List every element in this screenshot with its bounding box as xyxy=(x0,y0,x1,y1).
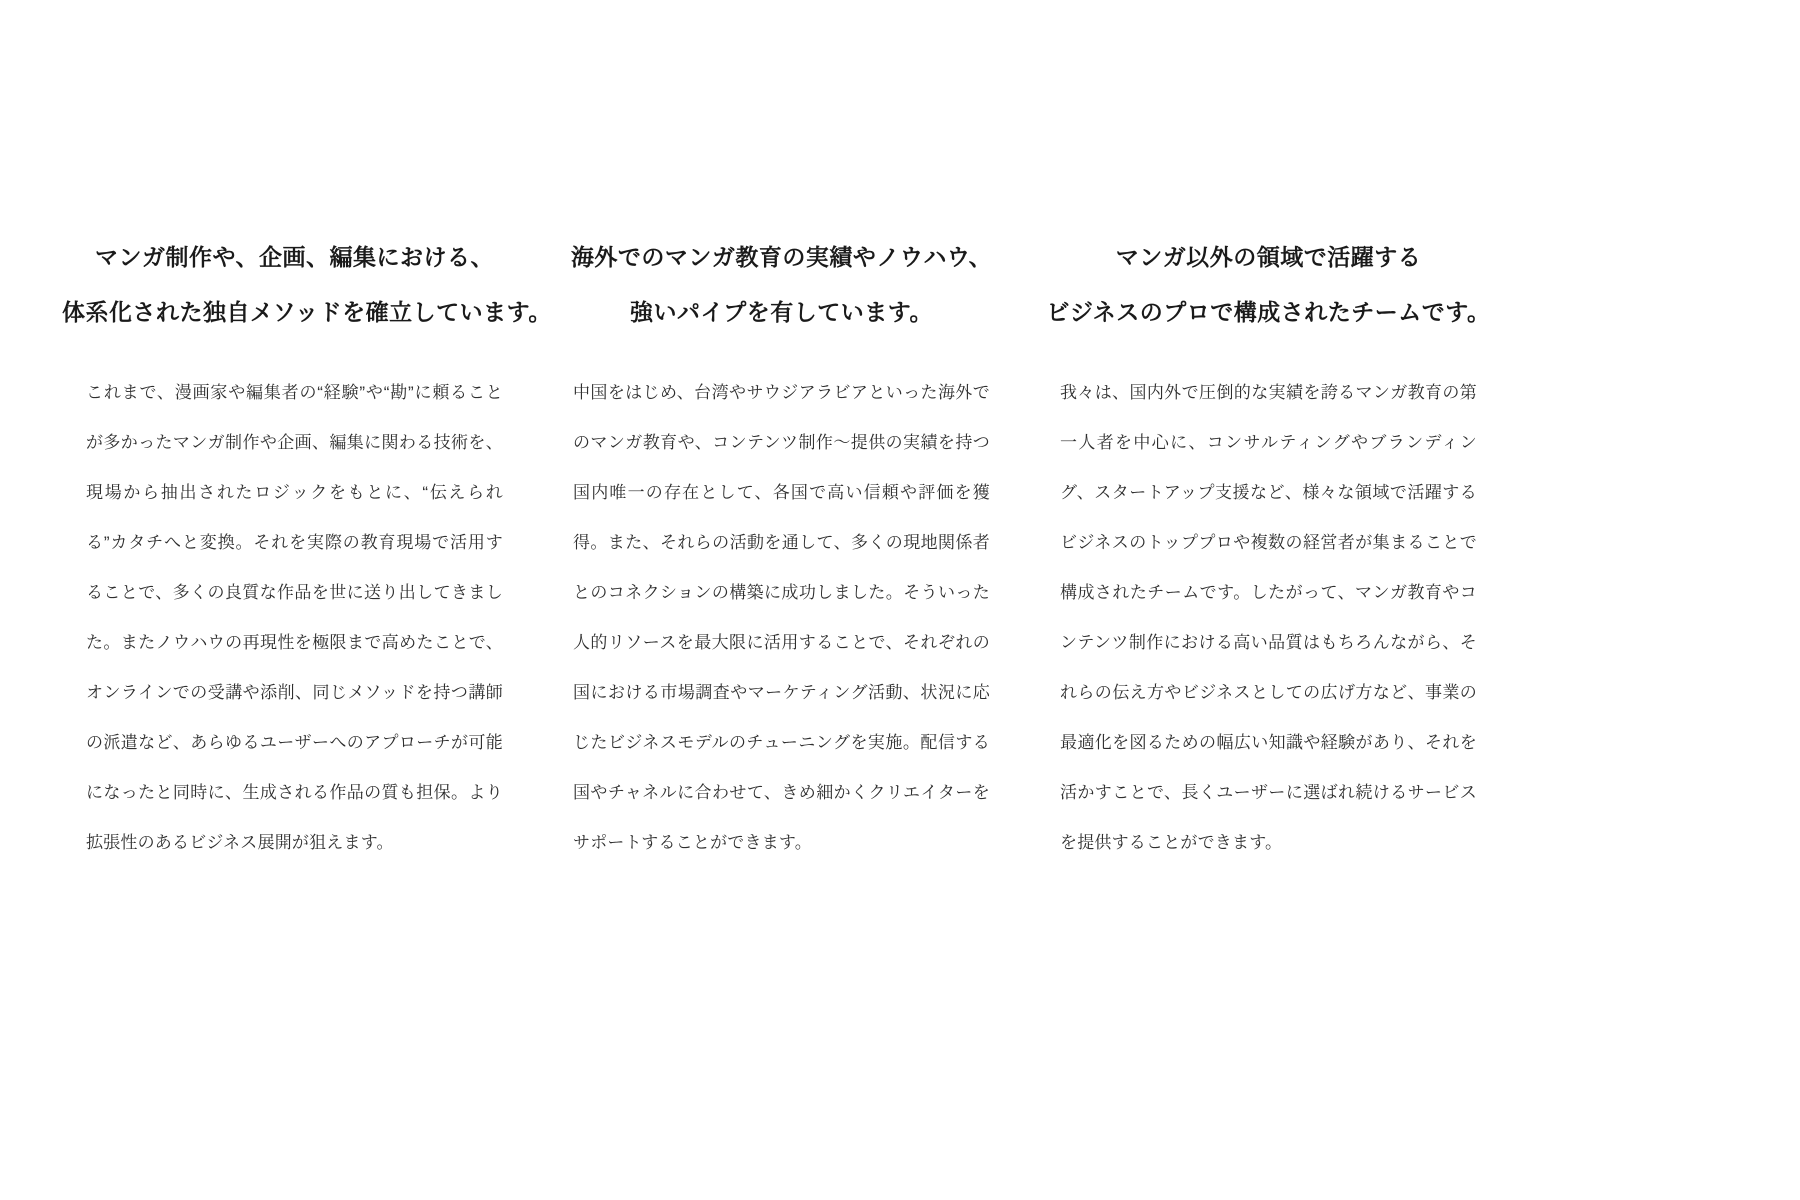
column-body-overseas: 中国をはじめ、台湾やサウジアラビアといった海外でのマンガ教育や、コンテンツ制作〜提供の実績を持つ国内唯一の存在として、各国で高い信頼や評価を獲得。また、それらの活動を通して、多くの現地関係者とのコネクションの構築に成功しました。そういった人的リソースを最大限に活用することで、それぞれの国における市場調査やマーケティング活動、状況に応じたビジネスモデルのチューニングを実施。配信する国やチャネルに合わせて、きめ細かくクリエイターをサポートすることができます。 xyxy=(573,383,990,852)
heading-line-1: マンガ以外の領域で活躍する xyxy=(1115,244,1422,270)
feature-column-overseas xyxy=(549,230,1014,868)
feature-column-method xyxy=(62,230,552,868)
column-heading-team xyxy=(1036,230,1501,340)
column-heading-method xyxy=(62,230,552,340)
column-body-team: 我々は、国内外で圧倒的な実績を誇るマンガ教育の第一人者を中心に、コンサルティングやブランディング、スタートアップ支援など、様々な領域で活躍するビジネスのトッププロや複数の経営者が集まることで構成されたチームです。したがって、マンガ教育やコンテンツ制作における高い品質はもちろんながら、それらの伝え方やビジネスとしての広げ方など、事業の最適化を図るための幅広い知識や経験があり、それを活かすことで、長くユーザーに選ばれ続けるサービスを提供することができます。 xyxy=(1060,383,1477,852)
column-heading-overseas xyxy=(549,230,1014,340)
column-body-method: これまで、漫画家や編集者の“経験”や“勘”に頼ることが多かったマンガ制作や企画、編集に関わる技術を、現場から抽出されたロジックをもとに、“伝えられる”カタチへと変換。それを実際の教育現場で活用することで、多くの良質な作品を世に送り出してきました。またノウハウの再現性を極限まで高めたことで、オンラインでの受講や添削、同じメソッドを持つ講師の派遣など、あらゆるユーザーへのアプローチが可能になったと同時に、生成される作品の質も担保。より拡張性のあるビジネス展開が狙えます。 xyxy=(86,383,503,852)
feature-column-team xyxy=(1036,230,1501,868)
heading-line-1: 海外でのマンガ教育の実績やノウハウ、 xyxy=(570,244,993,270)
heading-line-2: 強いパイプを有しています。 xyxy=(630,299,933,325)
heading-line-2: ビジネスのプロで構成されたチームです。 xyxy=(1046,299,1491,325)
heading-line-1: マンガ制作や、企画、編集における、 xyxy=(94,244,495,270)
heading-line-2: 体系化された独自メソッドを確立しています。 xyxy=(62,299,552,325)
